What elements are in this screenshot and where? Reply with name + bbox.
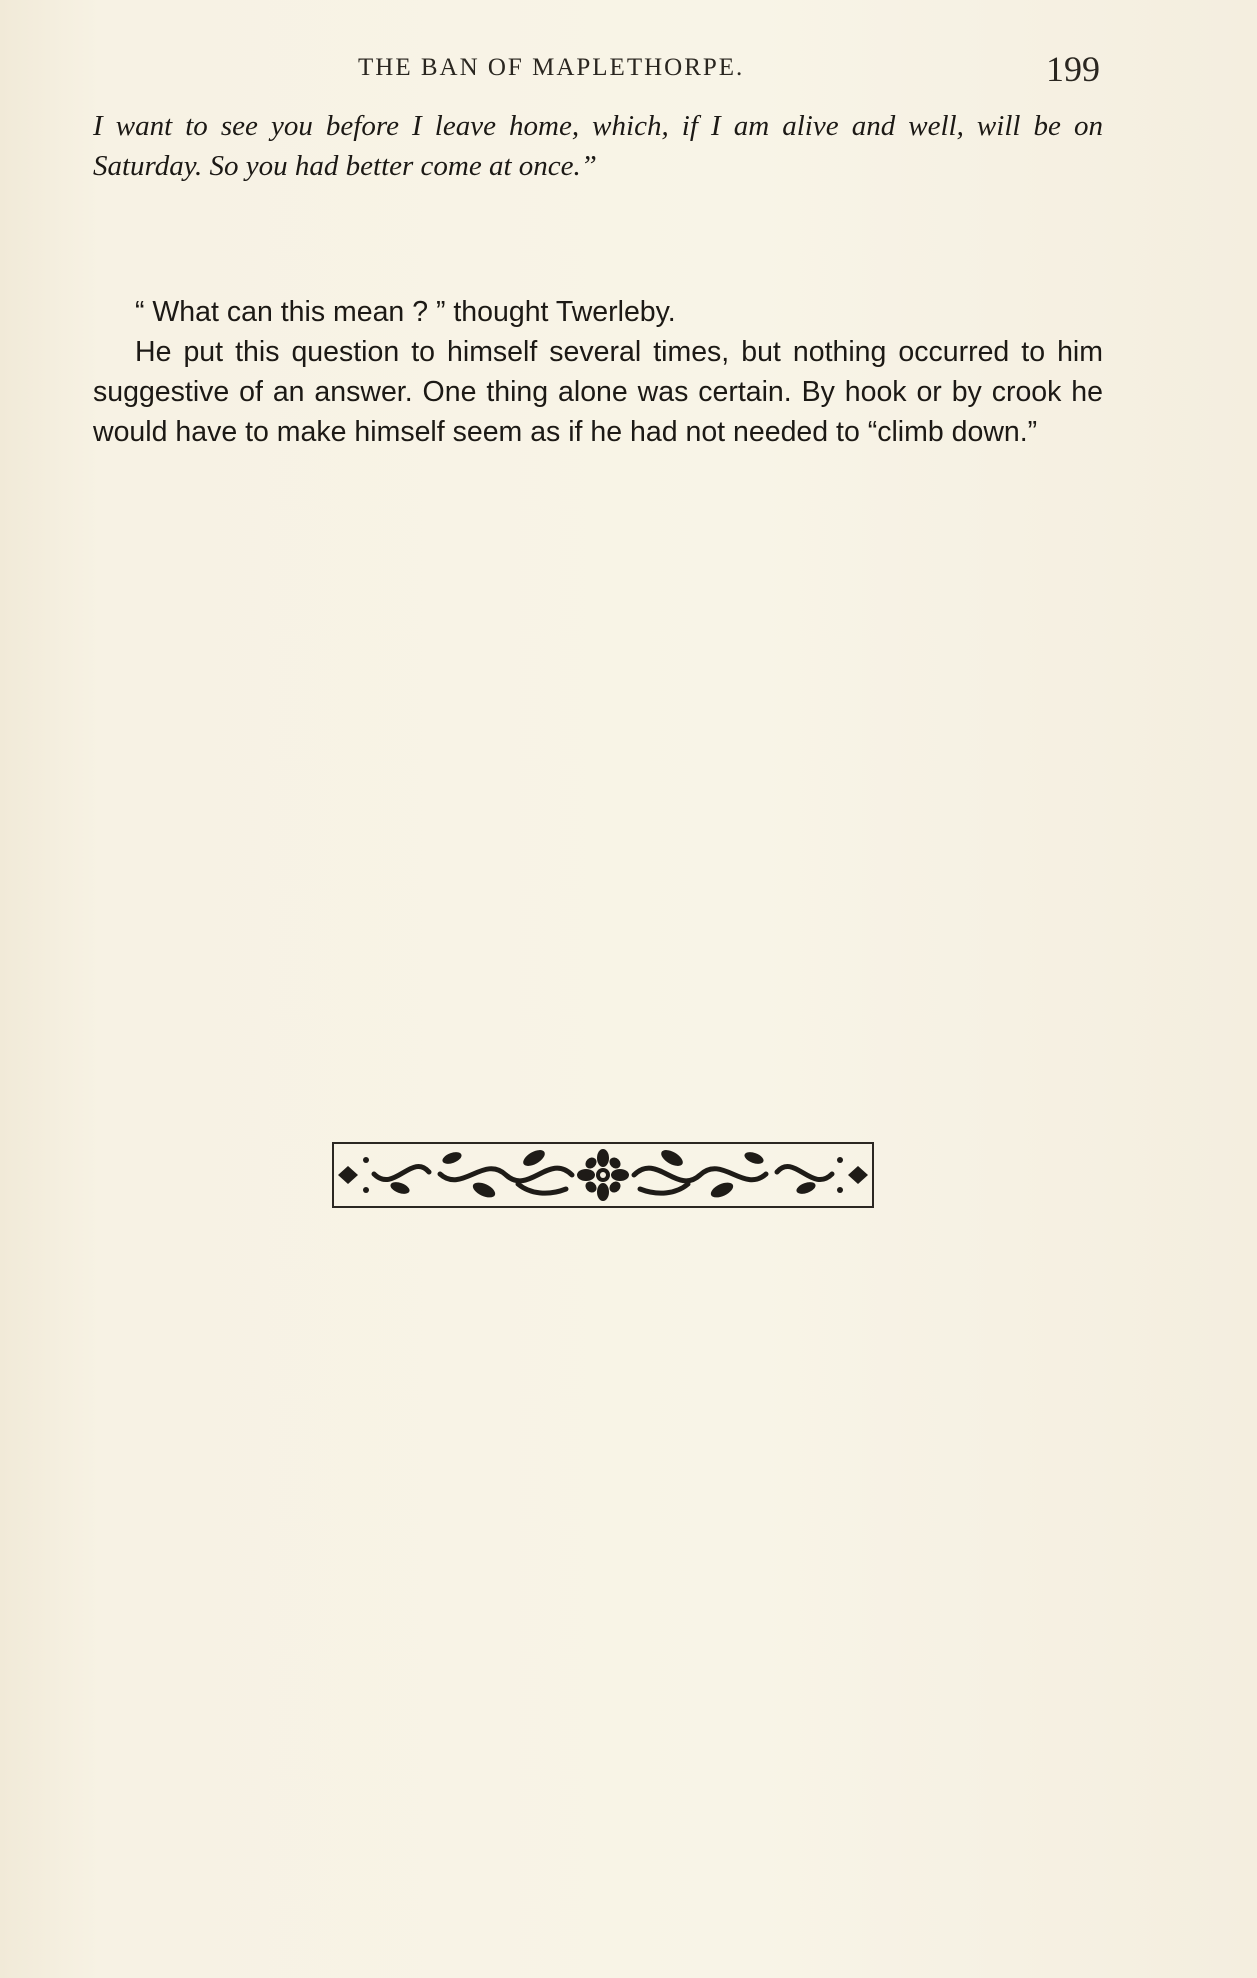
paragraph: He put this question to himself several times, but nothing occurred to him suggestive of an answer. One thing alone was certain. By hook or by crook he would have to make himself seem as if he had not needed to “climb down.” (93, 336, 1103, 448)
floral-ornament-icon (332, 1142, 874, 1208)
page-number: 199 (1046, 49, 1100, 89)
running-title: THE BAN OF MAPLETHORPE. (358, 54, 745, 81)
letter-closing-text: I want to see you before I leave home, which, if I am alive and well, will be on Saturday. So you had better come at once.” (93, 110, 1103, 182)
body-text (93, 292, 1103, 452)
paragraph: “ What can this mean ? ” thought Twerleby. (135, 296, 676, 328)
